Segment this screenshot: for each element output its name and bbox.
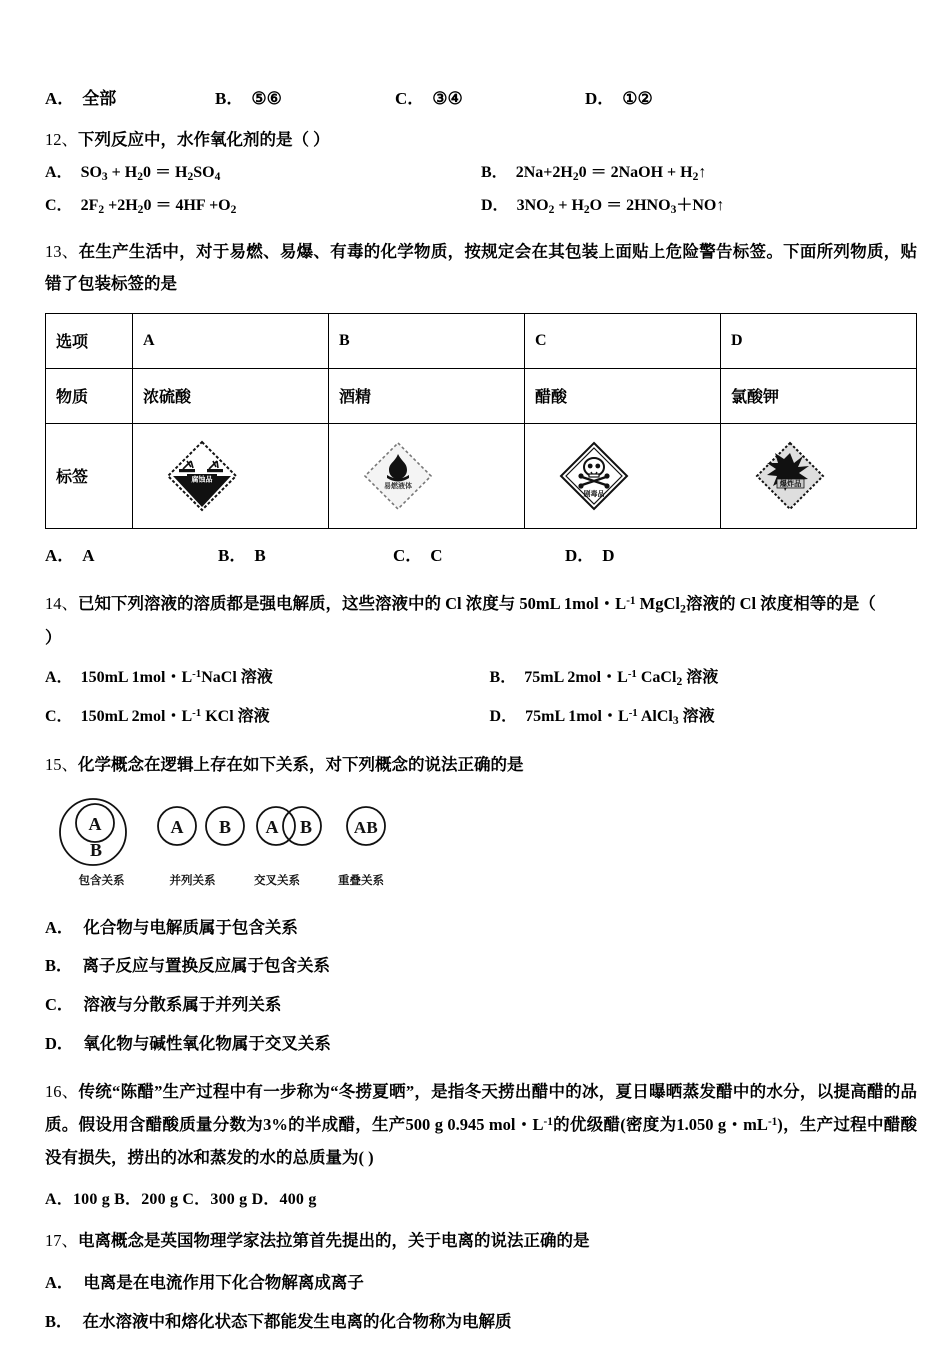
q14-option-a-text: 150mL 1mol・$L^{-1}NaCl$ 溶液 (80, 667, 273, 686)
table-cell-substance-d: 氯酸钾 (721, 368, 917, 423)
q14-option-b-label: B． (489, 668, 517, 686)
q15-option-c-label: C． (45, 995, 74, 1014)
q14-option-c (45, 704, 490, 731)
flammable-sign-wrap (339, 439, 514, 513)
venn-inclusion-label-a: A (88, 813, 102, 834)
q12-option-c-label: C． (45, 196, 73, 214)
toxic-sign-wrap (535, 439, 710, 513)
flammable-caption: 易燃液体 (384, 482, 412, 490)
corrosive-caption: 腐蚀品 (191, 475, 213, 483)
q11-option-b-label: B． (215, 89, 244, 108)
table-cell-substance-b: 酒精 (329, 368, 525, 423)
q16-number: 16、 (45, 1081, 79, 1101)
q13-option-c (393, 543, 565, 569)
page-content (45, 86, 917, 1348)
venn-inclusion-label-b: B (89, 839, 103, 860)
q11-option-b-text: ⑤⑥ (251, 89, 282, 108)
q17-option-b (45, 1310, 917, 1335)
q13-option-c-label: C． (393, 545, 423, 565)
q11-option-a (45, 86, 215, 112)
q16-options: A．100 g B．200 g C．300 g D．400 g (45, 1190, 317, 1208)
table-row-options (46, 313, 917, 368)
venn-overlap-label-a: A (353, 817, 367, 837)
venn-parallel (158, 807, 244, 845)
venn-parallel-label-b: B (218, 816, 232, 837)
q17-stem (45, 1227, 917, 1255)
q13-option-a-text: A (82, 545, 95, 565)
q14-option-d-text: 75mL 1mol・$L^{-1}$ AlCl$_3$ 溶液 (525, 707, 715, 728)
venn-parallel-label-a: A (170, 816, 184, 837)
q12-option-a-label: A． (45, 163, 73, 181)
venn-intersect-label-a: A (265, 816, 279, 837)
venn-overlap (347, 807, 385, 845)
q14-stem (45, 588, 917, 620)
q15-option-c-text: 溶液与分散系属于并列关系 (83, 995, 282, 1014)
q15-stem-text: 化学概念在逻辑上存在如下关系，对下列概念的说法正确的是 (78, 755, 524, 775)
q15-option-a-text: 化合物与电解质属于包含关系 (83, 917, 298, 937)
q13-option-d-text: D (602, 545, 615, 565)
venn-captions (53, 872, 403, 888)
q13-option-d (565, 543, 615, 569)
row-header-substance: 物质 (46, 368, 133, 423)
q15-stem (45, 751, 917, 779)
table-cell-option-a: A (133, 313, 329, 368)
q15-option-b-label: B． (45, 956, 73, 976)
q14-option-b (490, 665, 917, 692)
q15-option-d-text: 氧化物与碱性氧化物属于交叉关系 (83, 1033, 331, 1053)
q14-option-c-label: C． (45, 708, 73, 726)
q17-number: 17、 (45, 1230, 78, 1250)
table-cell-option-b: B (329, 313, 525, 368)
q11-option-b (215, 86, 395, 112)
q12-option-a-equation: $SO_3 + H_20 = H_2SO_4$ (80, 163, 221, 184)
q17-option-a-label: A． (45, 1272, 74, 1292)
q14-option-d-label: D． (489, 708, 518, 726)
table-cell-label-a (133, 423, 329, 528)
explosive-sign-wrap (731, 439, 906, 513)
q13-option-b-label: B． (218, 545, 247, 565)
q13-stem (45, 236, 917, 300)
q15-option-d (45, 1032, 917, 1057)
q14-stem-text: 已知下列溶液的溶质都是强电解质，这些溶液中的 Cl 浓度与 50mL 1mol・$L^{-1}$ MgCl$_2$溶液的 Cl 浓度相等的是（ (78, 594, 876, 616)
q13-option-a (45, 543, 218, 569)
q15-option-a (45, 916, 917, 941)
corrosive-sign-wrap (143, 439, 318, 513)
q17-option-a-text: 电离是在电流作用下化合物解离成离子 (83, 1272, 364, 1292)
q12-option-d (481, 193, 917, 220)
venn-caption-overlap: 重叠关系 (338, 874, 384, 887)
q17-stem-text: 电离概念是英国物理学家法拉第首先提出的，关于电离的说法正确的是 (78, 1230, 590, 1250)
q14-option-b-text: 75mL 2mol・$L^{-1}$ CaCl$_2$ 溶液 (524, 667, 719, 689)
toxic-caption: 剧毒品 (583, 490, 605, 498)
q11-option-c-label: C． (395, 89, 425, 108)
q15-number: 15、 (45, 755, 78, 775)
q17-option-b-text: 在水溶液中和熔化状态下都能发生电离的化合物称为电解质 (82, 1311, 512, 1331)
set-relations-figure (53, 788, 403, 888)
table-cell-option-d: D (721, 313, 917, 368)
q14-option-a-label: A． (45, 668, 73, 686)
q12-option-d-equation: $3NO_2 + H_2O$ ＝ $2HNO_3+NO↑$ (516, 196, 725, 216)
flammable-liquid-icon (361, 439, 435, 513)
q11-option-c-text: ③④ (432, 89, 463, 108)
venn-caption-inclusion: 包含关系 (78, 874, 125, 887)
q15-option-a-label: A． (45, 917, 74, 937)
row-header-label: 标签 (46, 423, 133, 528)
explosive-caption: 爆炸品 (779, 478, 802, 488)
toxic-skull-icon (557, 439, 631, 513)
q13-option-b-text: B (254, 545, 266, 565)
q13-option-c-text: C (430, 545, 443, 565)
q11-option-d (585, 86, 653, 112)
table-row-labels (46, 423, 917, 528)
table-cell-label-c (525, 423, 721, 528)
q15-option-c (45, 993, 917, 1018)
q11-option-a-label: A． (45, 89, 75, 108)
venn-intersect (257, 807, 321, 845)
q15-option-b (45, 954, 917, 979)
explosive-icon (753, 439, 827, 513)
q12-stem (45, 126, 917, 154)
q12-number: 12、 (45, 129, 78, 149)
table-row-substances (46, 368, 917, 423)
table-cell-substance-a: 浓硫酸 (133, 368, 329, 423)
q12-option-c-equation: $2F_2 +2H_20 = 4HF +O_2$ (80, 196, 237, 216)
q12-option-d-label: D． (481, 196, 509, 214)
table-cell-substance-c: 醋酸 (525, 368, 721, 423)
q14-number: 14、 (45, 594, 78, 613)
corrosive-icon (165, 439, 239, 513)
q15-option-b-text: 离子反应与置换反应属于包含关系 (82, 956, 331, 976)
hazard-label-table (45, 313, 917, 529)
q11-option-d-text: ①② (622, 89, 653, 108)
q13-number: 13、 (45, 242, 79, 262)
venn-inclusion (60, 799, 126, 865)
q14-option-a (45, 665, 490, 692)
q14-option-c-text: 150mL 2mol・$L^{-1}$ KCl 溶液 (80, 707, 270, 726)
q13-option-a-label: A． (45, 545, 75, 565)
q12-options-row-1 (45, 160, 917, 187)
q11-option-c (395, 86, 585, 112)
table-cell-label-b (329, 423, 525, 528)
q12-option-a (45, 160, 481, 187)
q13-option-b (218, 543, 393, 569)
q11-option-a-text: 全部 (82, 89, 117, 108)
q17-option-a (45, 1271, 917, 1296)
q12-option-b-label: B． (481, 163, 508, 181)
q12-option-b (481, 160, 917, 187)
table-cell-label-d (721, 423, 917, 528)
q14-options-row-1 (45, 665, 917, 692)
q17-option-b-label: B． (45, 1311, 73, 1331)
q13-stem-text: 在生产生活中，对于易燃、易爆、有毒的化学物质，按规定会在其包装上面贴上危险警告标签。下面所列物质，贴错了包装标签的是 (45, 242, 918, 294)
venn-caption-intersect: 交叉关系 (254, 874, 300, 887)
q12-option-b-equation: $2Na+2H_20$ ＝ 2NaOH + $H_2↑$ (515, 163, 707, 184)
q16-stem-text: 传统“陈醋”生产过程中有一步称为“冬捞夏晒”，是指冬天捞出醋中的冰，夏日曝晒蒸发醋中的水分，以提高醋的品质。假设用含醋酸质量分数为3%的半成醋，生产500 g 0.945 mol・$L^{-1}$的优级醋(密度为1.050 g・$mL^{-1}$)，生产过程中醋酸没有损失，捞出的冰和蒸发的水的总质量为( ) (45, 1081, 918, 1167)
table-cell-option-c: C (525, 313, 721, 368)
q14-options-row-2 (45, 704, 917, 731)
venn-intersect-label-b: B (299, 816, 313, 837)
q12-option-c (45, 193, 481, 220)
q14-option-d (490, 704, 917, 731)
q16-stem (45, 1075, 917, 1174)
venn-caption-parallel: 并列关系 (169, 874, 216, 887)
q12-stem-text: 下列反应中，水作氧化剂的是（ ） (78, 129, 330, 149)
q11-option-d-label: D． (585, 89, 615, 108)
q13-option-d-label: D． (565, 545, 595, 565)
q13-options-row (45, 543, 917, 569)
q12-options-row-2 (45, 193, 917, 220)
row-header-option: 选项 (46, 313, 133, 368)
q14-stem-cont: ） (45, 628, 62, 648)
venn-overlap-label-b: B (366, 817, 378, 837)
q15-option-d-label: D． (45, 1033, 74, 1053)
q11-options-row (45, 86, 917, 112)
